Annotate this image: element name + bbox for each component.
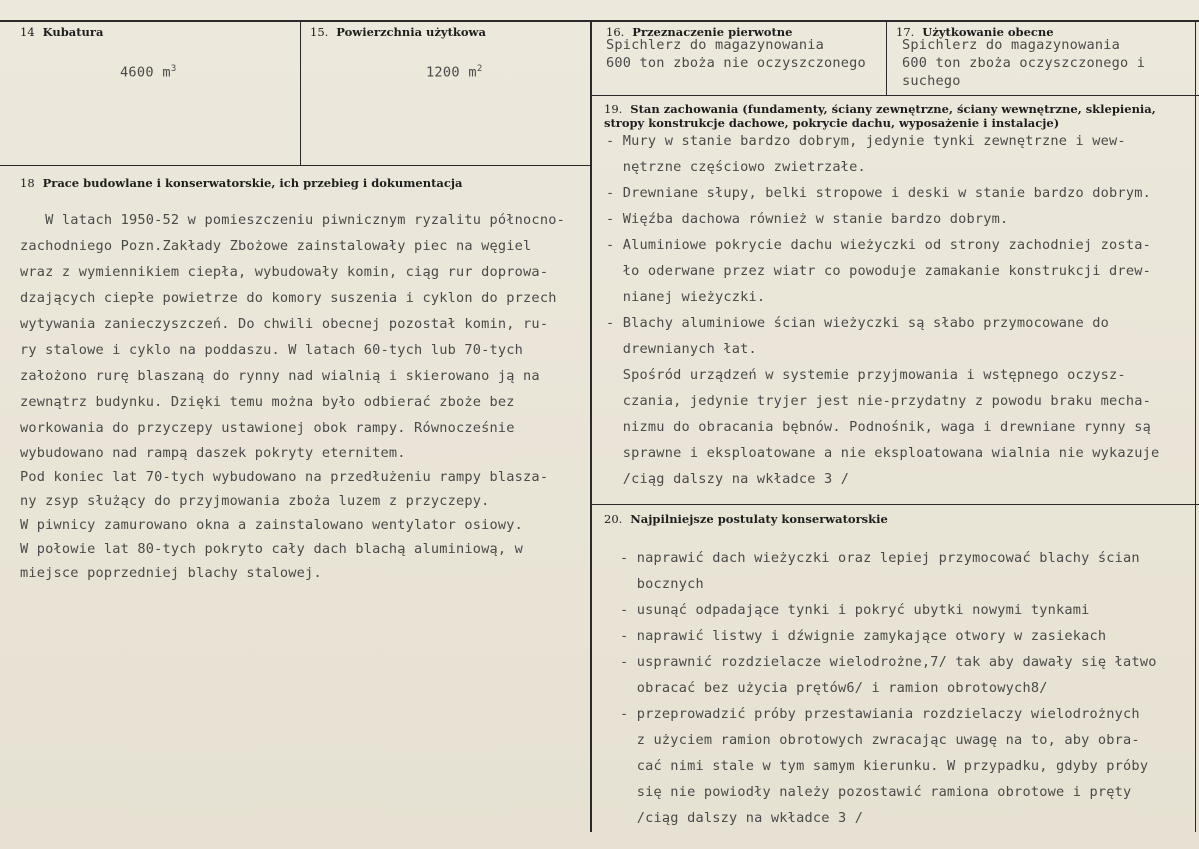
field-15-value <box>392 48 483 97</box>
field-20-line: - usunąć odpadające tynki i pokryć ubytki nowymi tynkami <box>620 602 1090 618</box>
divider-under-16-17 <box>591 95 1199 96</box>
divider-16-17 <box>886 20 887 95</box>
field-18-line: wytywania zanieczyszczeń. Do chwili obecnej pozostał komin, ru- <box>20 316 549 332</box>
field-19-header <box>604 102 1184 130</box>
field-19-line: nętrzne częściowo zwietrzałe. <box>606 159 866 175</box>
field-18-line: wybudowano nad rampą daszek pokryty eternitem. <box>20 445 406 461</box>
field-18-line: Pod koniec lat 70-tych wybudowano na przedłużeniu rampy blasza- <box>20 469 549 485</box>
field-20-line: z użyciem ramion obrotowych zwracając uwagę na to, aby obra- <box>620 732 1140 748</box>
main-vertical-divider <box>590 20 592 832</box>
field-18-label: Prace budowlane i konserwatorskie, ich przebieg i dokumentacja <box>42 176 463 190</box>
field-17-line: suchego <box>902 73 961 89</box>
field-17-line: 600 ton zboża oczyszczonego i <box>902 55 1146 71</box>
field-18-number: 18 <box>20 176 35 190</box>
field-18-text <box>20 207 565 585</box>
field-18-line: W piwnicy zamurowano okna a zainstalowano wentylator osiowy. <box>20 517 524 533</box>
field-16-line: Spichlerz do magazynowania <box>606 37 824 53</box>
field-14-header <box>20 25 103 39</box>
field-19-line: - Drewniane słupy, belki stropowe i deski w stanie bardzo dobrym. <box>606 185 1151 201</box>
field-19-line: nianej wieżyczki. <box>606 289 766 305</box>
field-19-line: - Aluminiowe pokrycie dachu wieżyczki od strony zachodniej zosta- <box>606 237 1151 253</box>
field-18-line: zachodniego Pozn.Zakłady Zbożowe zainstalowały piec na węgiel <box>20 238 532 254</box>
field-18-line: miejsce poprzedniej blachy stalowej. <box>20 565 322 581</box>
field-19-line: ło oderwane przez wiatr co powoduje zamakanie konstrukcji drew- <box>606 263 1151 279</box>
field-18-line: założono rurę blaszaną do rynny nad wialnią i skierowano ją na <box>20 368 540 384</box>
field-20-label: Najpilniejsze postulaty konserwatorskie <box>630 512 888 526</box>
field-20-text <box>620 545 1157 831</box>
field-20-line: - naprawić dach wieżyczki oraz lepiej przymocować blachy ścian <box>620 550 1140 566</box>
field-14-value <box>86 48 177 97</box>
field-20-line: bocznych <box>620 576 704 592</box>
field-16-label: Przeznaczenie pierwotne <box>632 25 793 39</box>
right-border <box>1195 20 1196 832</box>
field-18-line: zewnątrz budynku. Dzięki temu można było odbierać zboże bez <box>20 394 515 410</box>
powierzchnia-unit-exponent: 2 <box>476 64 483 74</box>
field-20-line: /ciąg dalszy na wkładce 3 / <box>620 810 864 826</box>
field-19-line: - Mury w stanie bardzo dobrym, jedynie tynki zewnętrzne i wew- <box>606 133 1126 149</box>
field-19-line: /ciąg dalszy na wkładce 3 / <box>606 471 850 487</box>
field-19-line: Spośród urządzeń w systemie przyjmowania i wstępnego oczysz- <box>606 367 1126 383</box>
field-20-line: cać nimi stale w tym samym kierunku. W przypadku, gdyby próby <box>620 758 1149 774</box>
field-18-line: workowania do przyczepy ustawionej obok rampy. Równocześnie <box>20 420 515 436</box>
field-19-line: drewnianych łat. <box>606 341 757 357</box>
field-19-number: 19. <box>604 102 623 116</box>
field-20-line: się nie powiodły należy pozostawić ramiona obrotowe i pręty <box>620 784 1132 800</box>
field-15-header <box>310 25 486 39</box>
field-18-line: dzających ciepłe powietrze do komory suszenia i cyklon do przech <box>20 290 557 306</box>
divider-under-14-15 <box>0 165 591 166</box>
field-16-number: 16. <box>606 25 625 39</box>
field-20-line: obracać bez użycia prętów6/ i ramion obrotowych8/ <box>620 680 1048 696</box>
field-19-text <box>606 128 1159 492</box>
field-16-value <box>606 36 866 72</box>
field-20-line: - usprawnić rozdzielacze wielodrożne,7/ tak aby dawały się łatwo <box>620 654 1157 670</box>
field-20-number: 20. <box>604 512 623 526</box>
field-20-header <box>604 512 888 526</box>
field-18-header <box>20 176 462 190</box>
field-17-number: 17. <box>896 25 915 39</box>
field-17-line: Spichlerz do magazynowania <box>902 37 1120 53</box>
field-18-line: W latach 1950-52 w pomieszczeniu piwnicznym ryzalitu północno- <box>20 212 565 228</box>
field-14-label: Kubatura <box>42 25 104 39</box>
field-18-line: W połowie lat 80-tych pokryto cały dach blachą aluminiową, w <box>20 541 524 557</box>
divider-under-19 <box>591 504 1199 505</box>
field-15-number: 15. <box>310 25 329 39</box>
field-19-label: Stan zachowania (fundamenty, ściany zewnętrzne, ściany wewnętrzne, sklepienia, stropy konstrukcje dachowe, pokrycie dachu, wyposażenie i instalacje) <box>604 102 1156 130</box>
field-14-number: 14 <box>20 25 35 39</box>
top-border <box>0 20 1199 22</box>
field-19-line: - Więźba dachowa również w stanie bardzo dobrym. <box>606 211 1009 227</box>
field-19-line: nizmu do obracania bębnów. Podnośnik, waga i drewniane rynny są <box>606 419 1151 435</box>
field-19-line: czania, jedynie tryjer jest nie-przydatny z powodu braku mecha- <box>606 393 1151 409</box>
field-19-line: sprawne i eksploatowane a nie eksploatowana wialnia nie wykazuje <box>606 445 1160 461</box>
field-20-line: - naprawić listwy i dźwignie zamykające otwory w zasiekach <box>620 628 1107 644</box>
field-20-line: - przeprowadzić próby przestawiania rozdzielaczy wielodrożnych <box>620 706 1140 722</box>
field-17-value <box>902 36 1145 90</box>
field-18-line: ry stalowe i cyklo na poddaszu. W latach 60-tych lub 70-tych <box>20 342 524 358</box>
kubatura-unit-exponent: 3 <box>170 64 177 74</box>
field-18-line: wraz z wymiennikiem ciepła, wybudowały komin, ciąg rur doprowa- <box>20 264 549 280</box>
field-19-line: - Blachy aluminiowe ścian wieżyczki są słabo przymocowane do <box>606 315 1110 331</box>
divider-14-15 <box>300 20 301 165</box>
kubatura-value: 4600 m <box>119 64 171 81</box>
field-18-line: ny zsyp służący do przyjmowania zboża luzem z przyczepy. <box>20 493 490 509</box>
field-17-label: Użytkowanie obecne <box>922 25 1054 39</box>
powierzchnia-value: 1200 m <box>425 64 477 81</box>
field-15-label: Powierzchnia użytkowa <box>336 25 486 39</box>
field-16-line: 600 ton zboża nie oczyszczonego <box>606 55 866 71</box>
